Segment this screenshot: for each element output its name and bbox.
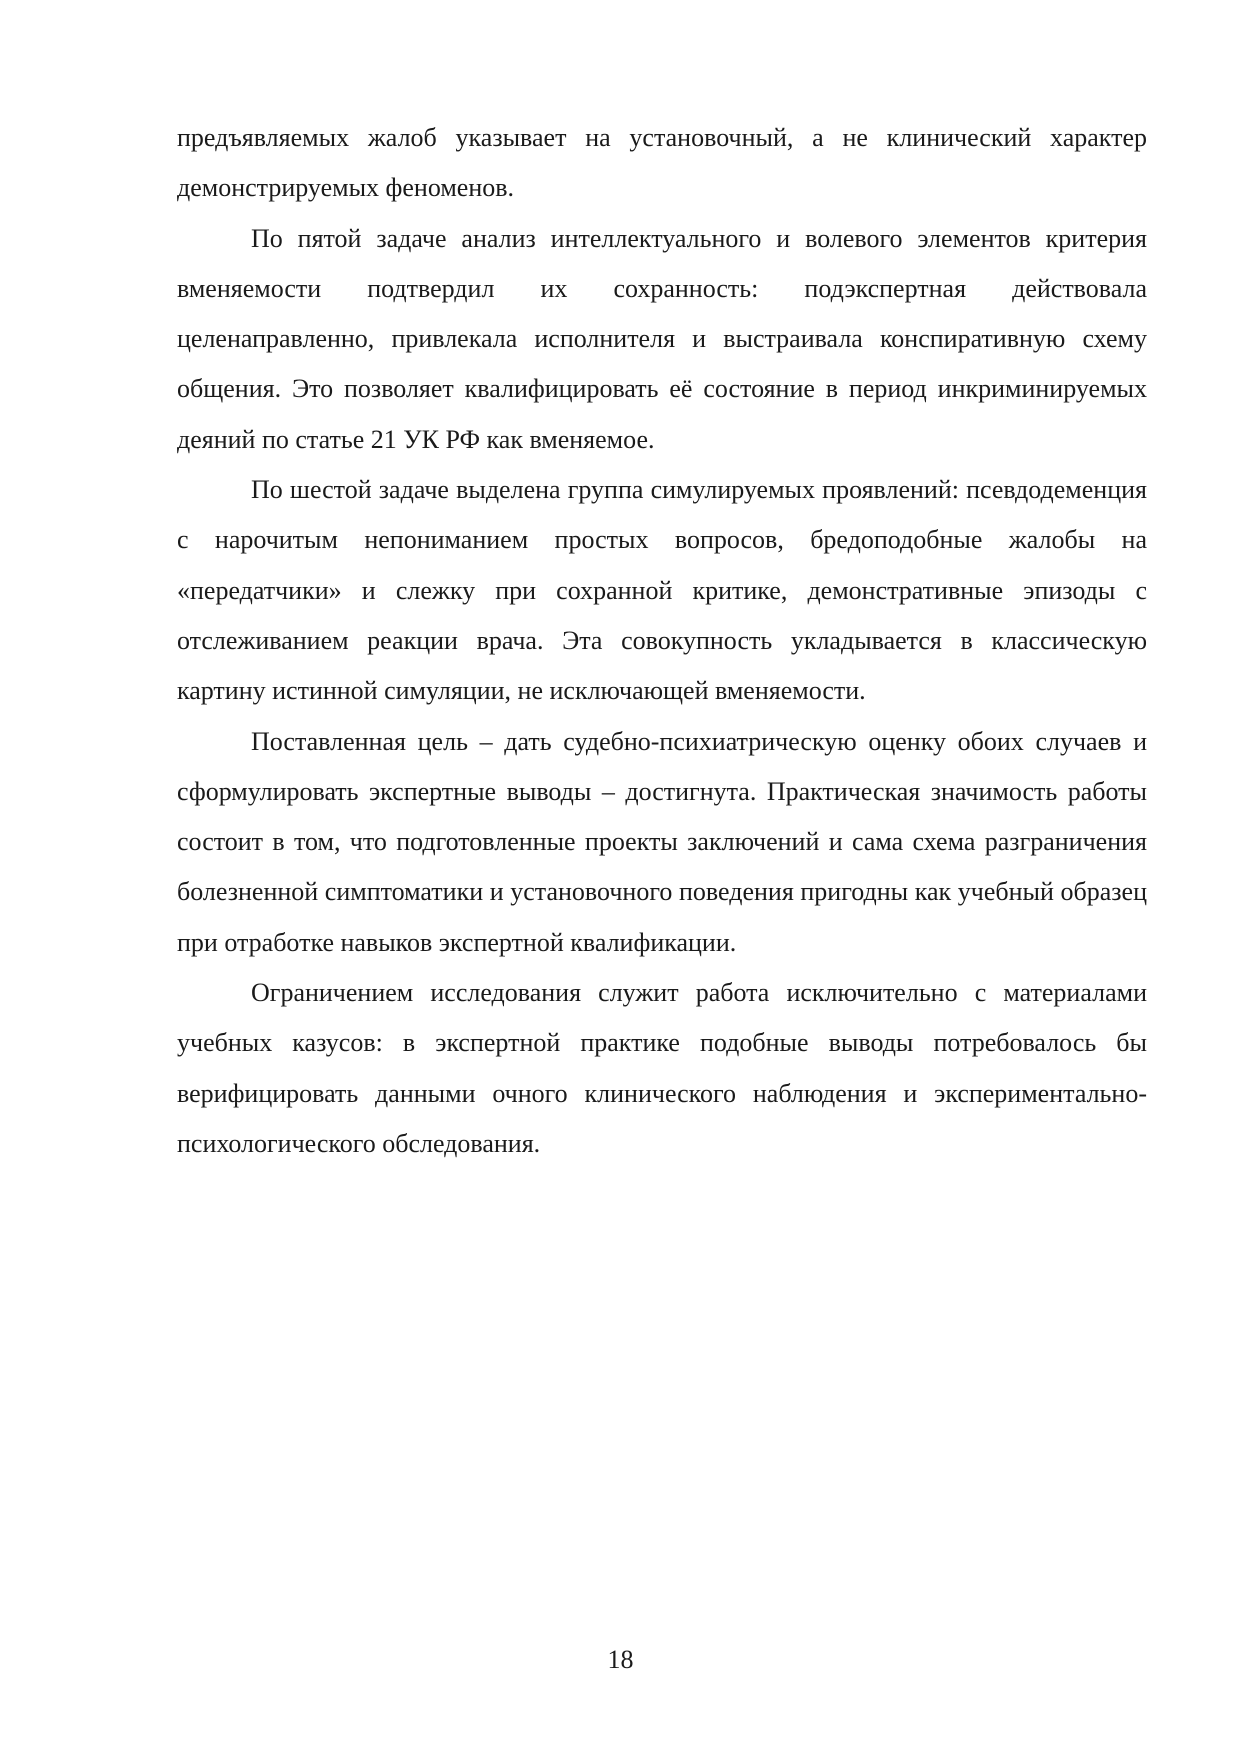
paragraph-limitation: Ограничением исследования служит работа исключительно с материалами учебных казусов: в экспертной практике подобные выводы потребовалось бы верифицировать данными очного клинического наблюдения и экспериментально-психологического обследования. bbox=[177, 978, 1147, 1158]
paragraph-task-5: По пятой задаче анализ интеллектуального и волевого элементов критерия вменяемости подтвердил их сохранность: подэкспертная действовала целенаправленно, привлекала исполнителя и выстраивала конспиративную схему общения. Это позволяет квалифицировать её состояние в период инкриминируемых деяний по статье 21 УК РФ как вменяемое. bbox=[177, 223, 1147, 454]
paragraph-goal: Поставленная цель – дать судебно-психиатрическую оценку обоих случаев и сформулировать экспертные выводы – достигнута. Практическая значимость работы состоит в том, что подготовленные проекты заключений и сама схема разграничения болезненной симптоматики и установочного поведения пригодны как учебный образец при отработке навыков экспертной квалификации. bbox=[177, 726, 1147, 957]
page-number: 18 bbox=[607, 1645, 634, 1674]
text-body bbox=[177, 113, 1147, 1169]
paragraph-continued: предъявляемых жалоб указывает на установочный, а не клинический характер демонстрируемых феноменов. bbox=[177, 123, 1147, 203]
paragraph-task-6: По шестой задаче выделена группа симулируемых проявлений: псевдодеменция с нарочитым непониманием простых вопросов, бредоподобные жалобы на «передатчики» и слежку при сохранной критике, демонстративные эпизоды с отслеживанием реакции врача. Эта совокупность укладывается в классическую картину истинной симуляции, не исключающей вменяемости. bbox=[177, 475, 1147, 706]
